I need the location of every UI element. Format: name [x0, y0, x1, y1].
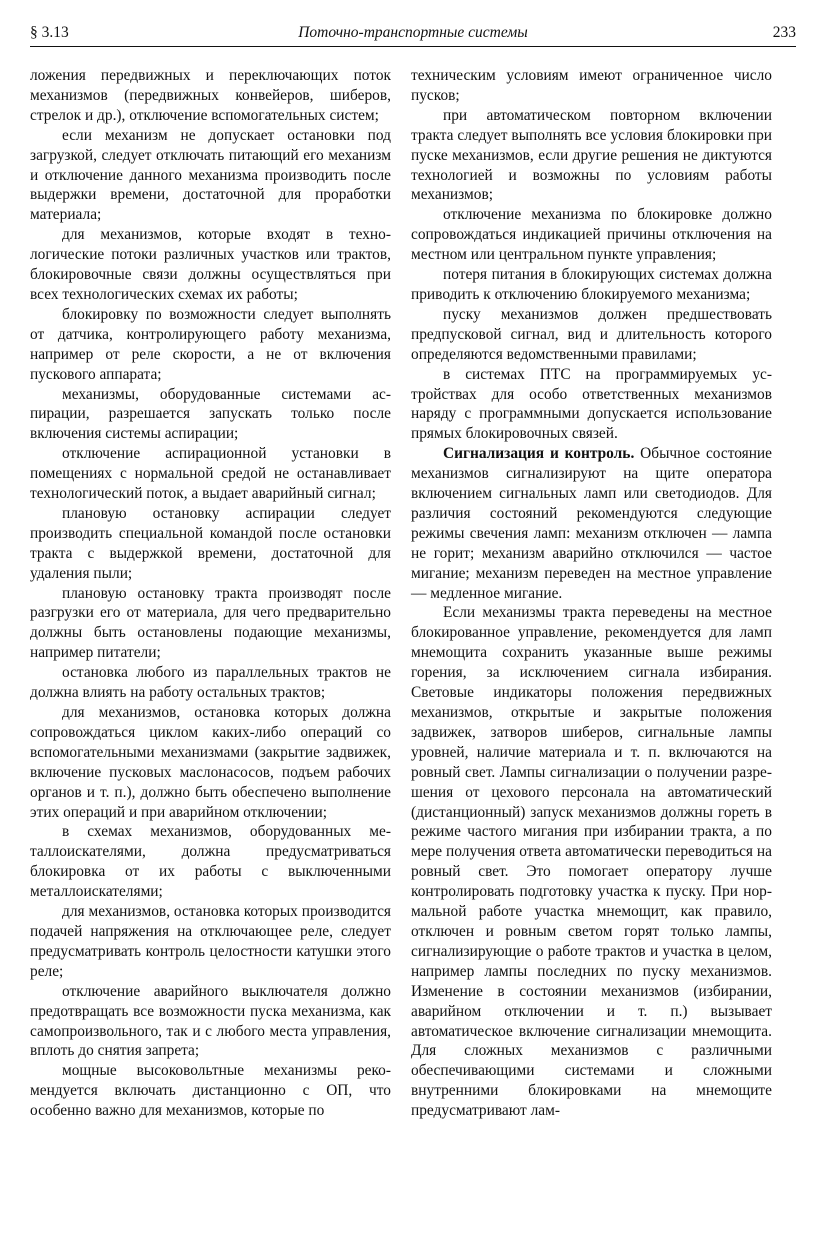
paragraph: Если механизмы тракта переведены на местное блокированное управление, рекомендуется для ламп мнемощита сохранить указанные выше режимы горения, за исключением сигнала избирания. Световые индикаторы положения передвижных механизмов, открытые и закрытые положения задвижек, затворов шиберов, сигнальные лампы уровней, наличие материала и т. п. включаются на ровный свет. Лампы сигнализации о получении разрешения от цехового персонала на автоматический (дистанционный) запуск механизмов должны гореть в режиме частого мигания при избирании тракта, а по мере получения ответа автоматически переводиться на ровный свет. Это помогает оператору лучше контролировать подготовку участка к пуску. При нормальной работе участка мнемощит, как правило, отключен и ровным светом горят только лампы, сигнализирующие о работе трактов и участка в целом, например лампы последних по пуску механизмов. Изменение в состоянии механизмов (избирании, аварийном отключении и т. п.) вызывает автоматическое включение сигнализации мнемощита. Для сложных механизмов с различными обеспечивающими системами и сложными внутренними блокировками на мнемощите предусматривают лам- — [411, 604, 772, 1120]
paragraph: ложения передвижных и переключающих поток механизмов (передвижных конвейеров, шиберов, стрелок и др.), отключение вспомогательных систем; — [30, 67, 391, 124]
paragraph: пуску механизмов должен предшествовать предпусковой сигнал, вид и длительность которого определяются ведомственными правилами; — [411, 305, 772, 363]
paragraph: для механизмов, остановка которых производится подачей напряжения на отключающее реле, следует предусматривать контроль целостности катушки этого реле; — [30, 903, 391, 980]
running-title: Поточно-транспортные системы — [298, 24, 528, 41]
paragraph: мощные высоковольтные механизмы рекомендуется включать дистанционно с ОП, что особенно важно для механизмов, которые по — [30, 1062, 391, 1120]
paragraph: блокировку по возможности следует выполнять от датчика, контролирующего работу механизма, например от реле скорости, а не от включения пускового аппарата; — [30, 305, 391, 383]
paragraph: для механизмов, которые входят в технологические потоки различных участков или трактов, блокировочные связи должны осуществляться при всех технологических схемах их работы; — [30, 226, 391, 303]
runin-heading: Сигнализация и контроль. — [443, 445, 635, 463]
paragraph: отключение аспирационной установки в помещениях с нормальной средой не останавливает технологический поток, а выдает аварийный сигнал; — [30, 445, 391, 503]
paragraph: отключение механизма по блокировке должно сопровождаться индикацией причины отключения на местном или центральном пункте управления; — [411, 206, 772, 264]
paragraph: остановка любого из параллельных трактов не должна влиять на работу остальных трактов; — [30, 664, 391, 702]
paragraph: при автоматическом повторном включении тракта следует выполнять все условия блокировки при пуске механизмов, если другие решения не диктуются технологией и возможны по условиям работы механизмов; — [411, 106, 772, 204]
left-column — [30, 66, 391, 1121]
paragraph: плановую остановку тракта производят после разгрузки его от материала, для чего предварительно должны быть остановлены подающие механизмы, например питатели; — [30, 584, 391, 662]
paragraph: в системах ПТС на программируемых устройствах для особо ответственных механизмов наряду с программными допускается использование прямых блокировочных связей. — [411, 365, 772, 443]
paragraph: потеря питания в блокирующих системах должна приводить к отключению блокируемого механизма; — [411, 266, 772, 303]
section-number: § 3.13 — [30, 24, 69, 41]
page-number: 233 — [772, 24, 796, 41]
signal-paragraph — [411, 444, 772, 603]
paragraph: отключение аварийного выключателя должно предотвращать все возможности пуска механизма, как самопроизвольного, так и с любого места управления, вплоть до снятия запрета; — [30, 982, 391, 1060]
paragraph: механизмы, оборудованные системами аспирации, разрешается запускать только после включения системы аспирации; — [30, 385, 391, 443]
paragraph: техническим условиям имеют ограниченное число пусков; — [411, 67, 772, 104]
page-header — [30, 22, 796, 47]
paragraph: в схемах механизмов, оборудованных металлоискателями, должна предусматриваться блокировка от их работы с выключенными металлоискателями; — [30, 823, 391, 901]
paragraph: если механизм не допускает остановки под загрузкой, следует отключать питающий его механизм и отключение данного механизма производить после выдержки времени, достаточной для проработки материала; — [30, 126, 391, 224]
paragraph: плановую остановку аспирации следует производить специальной командой после остановки тракта с выдержкой времени, достаточной для удаления пыли; — [30, 504, 391, 582]
paragraph: для механизмов, остановка которых должна сопровождаться циклом каких-либо операций со вспомогательными механизмами (закрытие задвижек, включение пусковых маслонасосов, подъем рабочих органов и т. п.), должно быть обеспечено выполнение этих операций и при аварийном отключении; — [30, 704, 391, 821]
paragraph-text: Обычное состояние механизмов сигнализируют на щите оператора включением сигнальных ламп или светодиодов. Для различия состояний рекомендуются следующие режимы свечения ламп: механизм отключен — лампа не горит; механизм аварийно отключился — частое мигание; механизм переведен на местное управление — медленное мигание. — [411, 445, 772, 602]
right-column — [411, 66, 772, 1121]
